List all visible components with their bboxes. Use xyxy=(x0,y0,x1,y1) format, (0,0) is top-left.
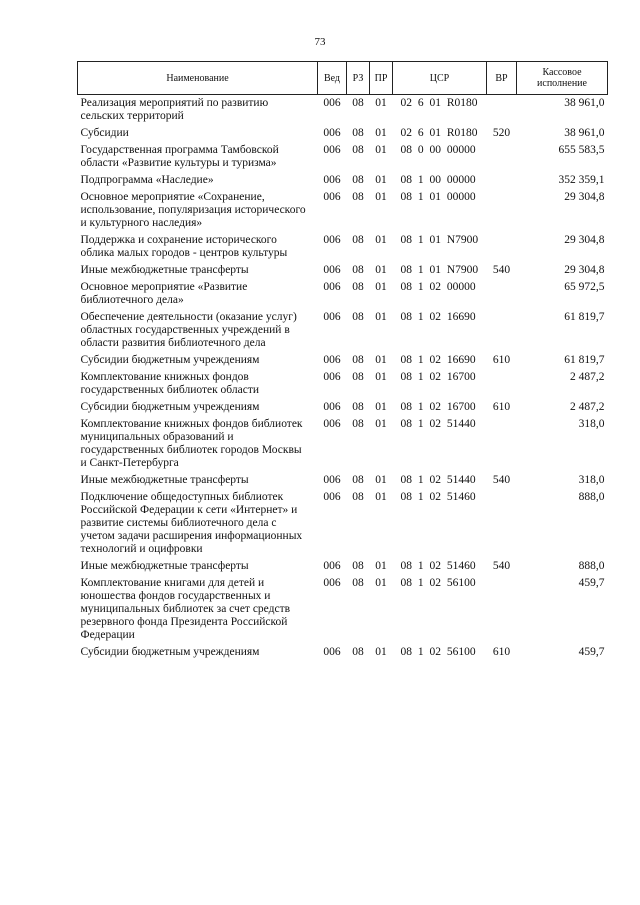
row-csr: 08 0 00 00000 xyxy=(400,144,476,156)
row-rz: 08 xyxy=(352,418,364,430)
header-vr: ВР xyxy=(487,62,517,95)
row-ved: 006 xyxy=(323,281,341,293)
table-row xyxy=(78,575,608,644)
row-vr xyxy=(487,416,517,472)
row-vr: 540 xyxy=(492,264,511,276)
table-row xyxy=(78,472,608,489)
row-rz: 08 xyxy=(352,371,364,383)
row-name: Субсидии бюджетным учреждениям xyxy=(80,354,260,366)
row-vr xyxy=(487,575,517,644)
row-amount: 459,7 xyxy=(578,646,605,658)
row-pr: 01 xyxy=(375,281,387,293)
row-csr: 08 1 02 51460 xyxy=(400,491,476,503)
table-row xyxy=(78,352,608,369)
row-csr: 08 1 00 00000 xyxy=(400,174,476,186)
table-row xyxy=(78,125,608,142)
row-pr: 01 xyxy=(375,401,387,413)
row-ved: 006 xyxy=(323,401,341,413)
table-row xyxy=(78,369,608,399)
row-pr: 01 xyxy=(375,646,387,658)
row-vr xyxy=(487,279,517,309)
row-name: Комплектование книжных фондов государственных библиотек области xyxy=(80,371,260,396)
table-row xyxy=(78,232,608,262)
row-name: Основное мероприятие «Развитие библиотечного дела» xyxy=(80,281,248,306)
row-pr: 01 xyxy=(375,418,387,430)
row-rz: 08 xyxy=(352,560,364,572)
row-vr xyxy=(487,232,517,262)
row-rz: 08 xyxy=(352,234,364,246)
header-csr: ЦСР xyxy=(393,62,487,95)
table-row xyxy=(78,95,608,126)
row-csr: 08 1 02 51440 xyxy=(400,418,476,430)
row-vr: 610 xyxy=(492,401,511,413)
row-csr: 08 1 02 16700 xyxy=(400,371,476,383)
row-name: Субсидии бюджетным учреждениям xyxy=(80,401,260,413)
row-rz: 08 xyxy=(352,646,364,658)
table-row xyxy=(78,644,608,661)
row-rz: 08 xyxy=(352,191,364,203)
row-amount: 29 304,8 xyxy=(564,191,605,203)
row-csr: 08 1 02 56100 xyxy=(400,646,476,658)
row-amount: 318,0 xyxy=(578,418,605,430)
row-rz: 08 xyxy=(352,474,364,486)
table-row xyxy=(78,172,608,189)
row-pr: 01 xyxy=(375,191,387,203)
row-name: Комплектование книгами для детей и юношества фондов государственных и муниципальных библиотек за счет средств резервного фонда Президента Российской Федерации xyxy=(80,577,291,641)
row-rz: 08 xyxy=(352,264,364,276)
row-csr: 02 6 01 R0180 xyxy=(400,127,478,139)
row-vr: 540 xyxy=(492,560,511,572)
row-rz: 08 xyxy=(352,401,364,413)
row-csr: 08 1 02 16690 xyxy=(400,354,476,366)
row-rz: 08 xyxy=(352,311,364,323)
row-ved: 006 xyxy=(323,97,341,109)
table-row xyxy=(78,558,608,575)
row-amount: 38 961,0 xyxy=(564,97,605,109)
budget-table xyxy=(77,61,608,661)
row-ved: 006 xyxy=(323,491,341,503)
row-amount: 61 819,7 xyxy=(564,311,605,323)
row-vr xyxy=(487,489,517,558)
table-row xyxy=(78,489,608,558)
table-row xyxy=(78,279,608,309)
row-vr xyxy=(487,172,517,189)
row-name: Комплектование книжных фондов библиотек муниципальных образований и государственных библиотек городов Москвы и Санкт-Петербурга xyxy=(80,418,303,469)
row-pr: 01 xyxy=(375,127,387,139)
row-name: Реализация мероприятий по развитию сельских территорий xyxy=(80,97,269,122)
row-ved: 006 xyxy=(323,371,341,383)
row-name: Подключение общедоступных библиотек Российской Федерации к сети «Интернет» и развитие системы библиотечного дела с учетом задачи расширения информационных технологий и оцифровки xyxy=(80,491,303,555)
row-csr: 08 1 02 16700 xyxy=(400,401,476,413)
row-name: Государственная программа Тамбовской области «Развитие культуры и туризма» xyxy=(80,144,279,169)
header-rz: РЗ xyxy=(347,62,370,95)
row-vr: 520 xyxy=(492,127,511,139)
row-vr xyxy=(487,95,517,126)
row-rz: 08 xyxy=(352,577,364,589)
row-pr: 01 xyxy=(375,354,387,366)
table-row xyxy=(78,416,608,472)
row-amount: 352 359,1 xyxy=(558,174,605,186)
row-ved: 006 xyxy=(323,560,341,572)
row-name: Основное мероприятие «Сохранение, использование, популяризация исторического и культурного наследия» xyxy=(80,191,306,229)
row-name: Иные межбюджетные трансферты xyxy=(80,474,249,486)
row-rz: 08 xyxy=(352,97,364,109)
row-vr: 610 xyxy=(492,354,511,366)
table-row xyxy=(78,142,608,172)
row-rz: 08 xyxy=(352,281,364,293)
row-pr: 01 xyxy=(375,577,387,589)
row-name: Поддержка и сохранение исторического облика малых городов - центров культуры xyxy=(80,234,288,259)
row-name: Иные межбюджетные трансферты xyxy=(80,264,249,276)
row-name: Подпрограмма «Наследие» xyxy=(80,174,214,186)
row-amount: 61 819,7 xyxy=(564,354,605,366)
table-row xyxy=(78,262,608,279)
row-vr xyxy=(487,309,517,352)
row-ved: 006 xyxy=(323,354,341,366)
row-rz: 08 xyxy=(352,174,364,186)
row-amount: 29 304,8 xyxy=(564,264,605,276)
row-amount: 655 583,5 xyxy=(558,144,605,156)
row-amount: 2 487,2 xyxy=(570,371,605,383)
row-pr: 01 xyxy=(375,560,387,572)
row-amount: 318,0 xyxy=(578,474,605,486)
row-vr: 610 xyxy=(492,646,511,658)
row-amount: 38 961,0 xyxy=(564,127,605,139)
row-name: Иные межбюджетные трансферты xyxy=(80,560,249,572)
row-ved: 006 xyxy=(323,144,341,156)
row-csr: 08 1 01 N7900 xyxy=(400,264,479,276)
table-row xyxy=(78,399,608,416)
row-pr: 01 xyxy=(375,174,387,186)
row-csr: 08 1 02 16690 xyxy=(400,311,476,323)
table-body xyxy=(78,95,608,662)
row-name: Субсидии xyxy=(80,127,129,139)
row-pr: 01 xyxy=(375,97,387,109)
row-rz: 08 xyxy=(352,127,364,139)
row-vr xyxy=(487,189,517,232)
row-csr: 08 1 02 56100 xyxy=(400,577,476,589)
row-amount: 459,7 xyxy=(578,577,605,589)
row-vr: 540 xyxy=(492,474,511,486)
row-amount: 888,0 xyxy=(578,491,605,503)
row-ved: 006 xyxy=(323,474,341,486)
table-row xyxy=(78,309,608,352)
row-ved: 006 xyxy=(323,127,341,139)
page-number: 73 xyxy=(314,36,326,48)
row-vr xyxy=(487,369,517,399)
row-rz: 08 xyxy=(352,491,364,503)
row-ved: 006 xyxy=(323,191,341,203)
row-pr: 01 xyxy=(375,234,387,246)
row-amount: 2 487,2 xyxy=(570,401,605,413)
row-pr: 01 xyxy=(375,264,387,276)
header-name: Наименование xyxy=(78,62,318,95)
row-rz: 08 xyxy=(352,354,364,366)
row-pr: 01 xyxy=(375,144,387,156)
row-ved: 006 xyxy=(323,234,341,246)
row-csr: 08 1 02 00000 xyxy=(400,281,476,293)
row-csr: 02 6 01 R0180 xyxy=(400,97,478,109)
row-amount: 888,0 xyxy=(578,560,605,572)
row-ved: 006 xyxy=(323,646,341,658)
header-ved: Вед xyxy=(318,62,347,95)
row-ved: 006 xyxy=(323,264,341,276)
row-amount: 29 304,8 xyxy=(564,234,605,246)
row-ved: 006 xyxy=(323,418,341,430)
row-csr: 08 1 02 51440 xyxy=(400,474,476,486)
row-csr: 08 1 01 N7900 xyxy=(400,234,479,246)
row-name: Субсидии бюджетным учреждениям xyxy=(80,646,260,658)
row-pr: 01 xyxy=(375,371,387,383)
table-header xyxy=(78,62,608,95)
header-amount: Кассовое исполнение xyxy=(517,62,608,95)
row-pr: 01 xyxy=(375,474,387,486)
header-pr: ПР xyxy=(370,62,393,95)
table-row xyxy=(78,189,608,232)
row-pr: 01 xyxy=(375,311,387,323)
row-ved: 006 xyxy=(323,174,341,186)
row-csr: 08 1 01 00000 xyxy=(400,191,476,203)
row-ved: 006 xyxy=(323,577,341,589)
row-name: Обеспечение деятельности (оказание услуг) областных государственных учреждений в области развития библиотечного дела xyxy=(80,311,297,349)
row-pr: 01 xyxy=(375,491,387,503)
row-rz: 08 xyxy=(352,144,364,156)
row-amount: 65 972,5 xyxy=(564,281,605,293)
row-ved: 006 xyxy=(323,311,341,323)
row-vr xyxy=(487,142,517,172)
row-csr: 08 1 02 51460 xyxy=(400,560,476,572)
